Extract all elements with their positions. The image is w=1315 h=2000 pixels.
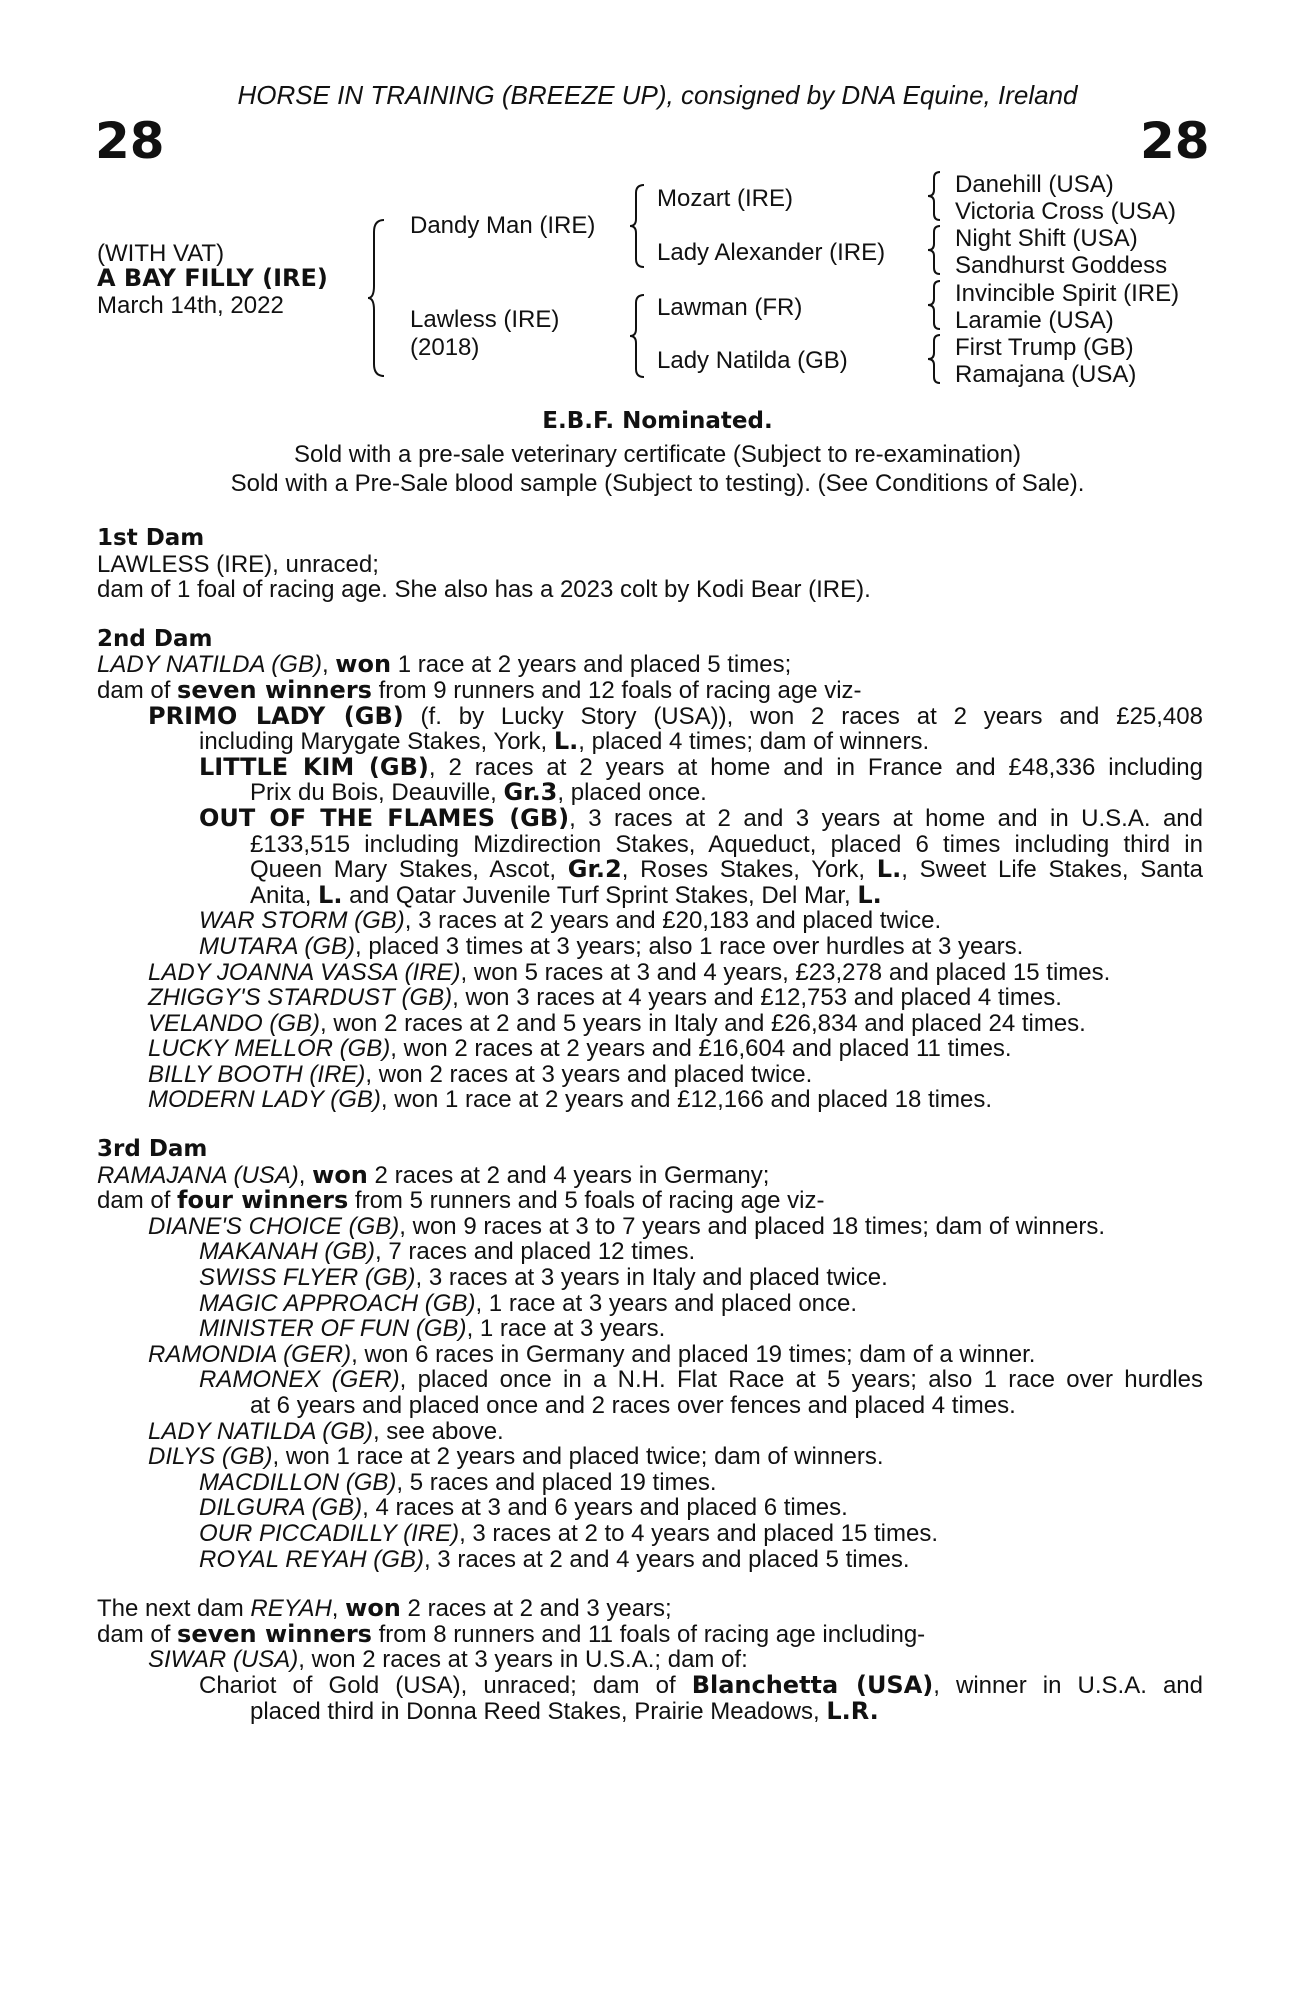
produce-entry: SIWAR (USA), won 2 races at 3 years in U.S.A.; dam of: (148, 1646, 748, 1674)
second-dam-produce: dam of seven winners from 9 runners and 12 foals of racing age viz- (97, 675, 862, 704)
produce-entry: MAGIC APPROACH (GB), 1 race at 3 years and placed once. (199, 1289, 858, 1317)
produce-entry: OUR PICCADILLY (IRE), 3 races at 2 to 4 years and placed 15 times. (199, 1519, 939, 1547)
produce-entry: LITTLE KIM (GB), 2 races at 2 years at home and in France and £48,336 including (199, 752, 1203, 781)
pedigree-brace-main (366, 218, 390, 378)
produce-entry-cont: including Marygate Stakes, York, L., placed 4 times; dam of winners. (199, 727, 930, 756)
dam-sire: Lawman (FR) (657, 294, 803, 321)
sire-sire-dam: Victoria Cross (USA) (955, 198, 1176, 225)
produce-entry: ROYAL REYAH (GB), 3 races at 2 and 4 years and placed 5 times. (199, 1545, 910, 1573)
next-dam-record: The next dam REYAH, won 2 races at 2 and 3 years; (97, 1594, 672, 1623)
lot-number-left: 28 (95, 112, 165, 170)
produce-entry: DILYS (GB), won 1 race at 2 years and placed twice; dam of winners. (148, 1443, 884, 1471)
produce-entry: LADY NATILDA (GB), see above. (148, 1417, 504, 1445)
produce-entry-cont: £133,515 including Mizdirection Stakes, Aqueduct, placed 6 times including third in (250, 830, 1203, 858)
pedigree-brace-3b (926, 224, 944, 276)
produce-entry: MAKANAH (GB), 7 races and placed 12 times. (199, 1238, 696, 1266)
produce-entry: WAR STORM (GB), 3 races at 2 years and £20,183 and placed twice. (199, 907, 942, 935)
produce-entry: VELANDO (GB), won 2 races at 2 and 5 years in Italy and £26,834 and placed 24 times. (148, 1009, 1086, 1037)
foaling-date: March 14th, 2022 (97, 292, 284, 319)
sire-sire-sire: Danehill (USA) (955, 171, 1114, 198)
dam-sire-dam: Laramie (USA) (955, 307, 1114, 334)
blood-sample-note: Sold with a Pre-Sale blood sample (Subject to testing). (See Conditions of Sale). (230, 470, 1085, 497)
dam-sire-sire: Invincible Spirit (IRE) (955, 280, 1180, 307)
produce-entry: MACDILLON (GB), 5 races and placed 19 times. (199, 1468, 717, 1496)
vat-note: (WITH VAT) (97, 240, 225, 267)
pedigree-brace-sire (628, 183, 648, 269)
first-dam-heading: 1st Dam (97, 525, 205, 551)
produce-entry: OUT OF THE FLAMES (GB), 3 races at 2 and 3 years at home and in U.S.A. and (199, 803, 1203, 832)
second-dam-heading: 2nd Dam (97, 625, 213, 652)
third-dam-record: RAMAJANA (USA), won 2 races at 2 and 4 years in Germany; (97, 1160, 770, 1189)
produce-entry-cont: at 6 years and placed once and 2 races over fences and placed 4 times. (250, 1392, 1016, 1419)
sire-dam-dam: Sandhurst Goddess (955, 252, 1168, 279)
sire-dam: Lady Alexander (IRE) (657, 239, 886, 266)
produce-entry: ZHIGGY'S STARDUST (GB), won 3 races at 4 years and £12,753 and placed 4 times. (148, 984, 1062, 1012)
first-dam-line: LAWLESS (IRE), unraced; (97, 550, 379, 578)
produce-entry: RAMONEX (GER), placed once in a N.H. Flat Race at 5 years; also 1 race over hurdles (199, 1366, 1203, 1394)
dam-dam-dam: Ramajana (USA) (955, 361, 1137, 388)
produce-entry: LADY JOANNA VASSA (IRE), won 5 races at 3 and 4 years, £23,278 and placed 15 times. (148, 958, 1111, 986)
vet-certificate-note: Sold with a pre-sale veterinary certificate (Subject to re-examination) (294, 441, 1021, 468)
second-dam-record: LADY NATILDA (GB), won 1 race at 2 years and placed 5 times; (97, 650, 792, 679)
produce-entry: SWISS FLYER (GB), 3 races at 3 years in Italy and placed twice. (199, 1264, 888, 1292)
produce-entry: DIANE'S CHOICE (GB), won 9 races at 3 to 7 years and placed 18 times; dam of winners. (148, 1212, 1105, 1240)
produce-entry: Chariot of Gold (USA), unraced; dam of Blanchetta (USA), winner in U.S.A. and (199, 1670, 1203, 1699)
produce-entry: MINISTER OF FUN (GB), 1 race at 3 years. (199, 1315, 666, 1343)
third-dam-produce: dam of four winners from 5 runners and 5 foals of racing age viz- (97, 1186, 825, 1215)
produce-entry: LUCKY MELLOR (GB), won 2 races at 2 years and £16,604 and placed 11 times. (148, 1035, 1012, 1063)
sire-sire: Mozart (IRE) (657, 185, 794, 212)
horse-name: A BAY FILLY (IRE) (97, 264, 328, 292)
sire-dam-sire: Night Shift (USA) (955, 225, 1138, 252)
pedigree-brace-3a (926, 170, 944, 222)
ebf-nominated: E.B.F. Nominated. (542, 408, 773, 434)
pedigree-brace-3c (926, 279, 944, 331)
dam-year: (2018) (410, 334, 480, 361)
produce-entry: MUTARA (GB), placed 3 times at 3 years; also 1 race over hurdles at 3 years. (199, 932, 1024, 960)
produce-entry-cont: placed third in Donna Reed Stakes, Prairie Meadows, L.R. (250, 1696, 879, 1725)
next-dam-produce: dam of seven winners from 8 runners and 11 foals of racing age including- (97, 1619, 926, 1648)
pedigree-brace-dam (628, 293, 648, 379)
third-dam-heading: 3rd Dam (97, 1136, 208, 1163)
catalogue-body (97, 526, 1203, 1724)
lot-number-right: 28 (1140, 112, 1210, 170)
pedigree-brace-3d (926, 333, 944, 385)
dam-dam: Lady Natilda (GB) (657, 347, 848, 374)
dam: Lawless (IRE) (410, 306, 560, 333)
dam-dam-sire: First Trump (GB) (955, 334, 1134, 361)
sale-header: HORSE IN TRAINING (BREEZE UP), consigned by DNA Equine, Ireland (237, 80, 1078, 110)
produce-entry: BILLY BOOTH (IRE), won 2 races at 3 years and placed twice. (148, 1060, 813, 1088)
first-dam-line: dam of 1 foal of racing age. She also has a 2023 colt by Kodi Bear (IRE). (97, 576, 871, 604)
produce-entry: RAMONDIA (GER), won 6 races in Germany and placed 19 times; dam of a winner. (148, 1340, 1036, 1368)
sire: Dandy Man (IRE) (410, 212, 596, 239)
produce-entry-cont: Anita, L. and Qatar Juvenile Turf Sprint Stakes, Del Mar, L. (250, 880, 882, 909)
produce-entry: DILGURA (GB), 4 races at 3 and 6 years and placed 6 times. (199, 1494, 848, 1522)
produce-entry: MODERN LADY (GB), won 1 race at 2 years and £12,166 and placed 18 times. (148, 1086, 992, 1114)
produce-entry: PRIMO LADY (GB) (f. by Lucky Story (USA)), won 2 races at 2 years and £25,408 (148, 701, 1203, 730)
produce-entry-cont: Prix du Bois, Deauville, Gr.3, placed once. (250, 778, 707, 807)
produce-entry-cont: Queen Mary Stakes, Ascot, Gr.2, Roses Stakes, York, L., Sweet Life Stakes, Santa (250, 855, 1203, 884)
